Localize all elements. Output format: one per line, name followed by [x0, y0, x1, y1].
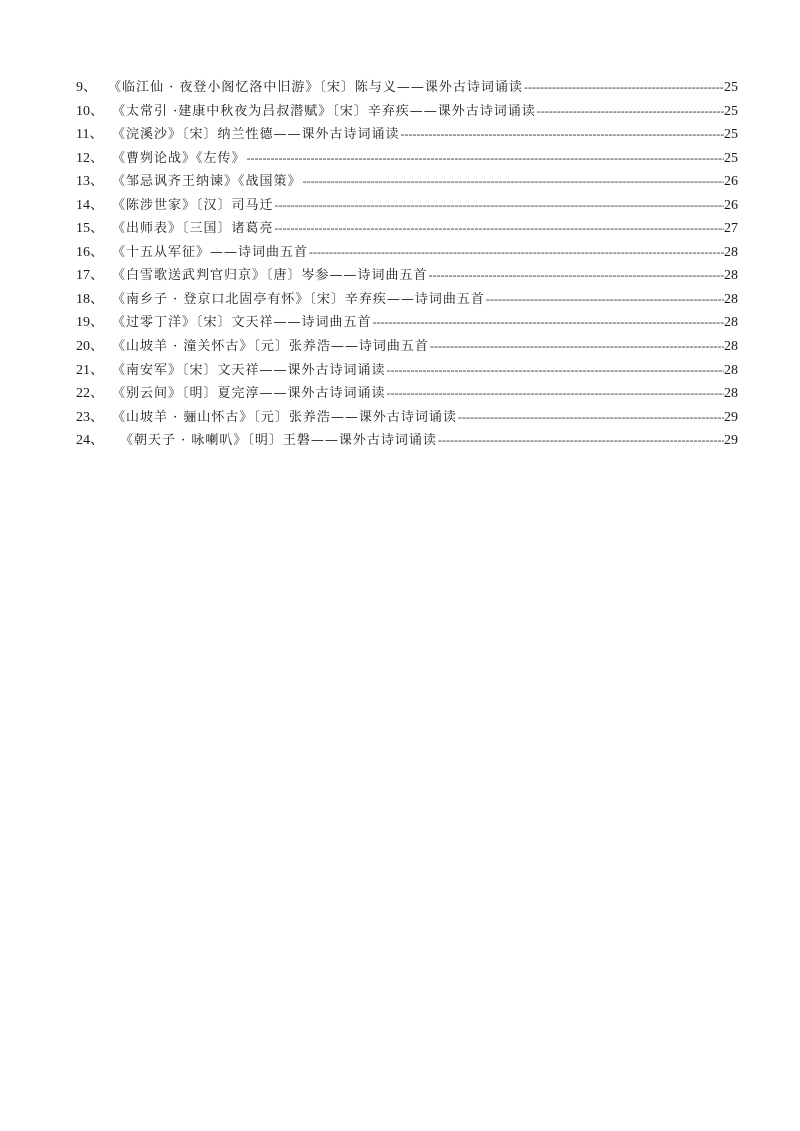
toc-entry-19[interactable] — [76, 311, 738, 335]
dot-leader — [247, 147, 724, 171]
toc-entry-title: 《白雪歌送武判官归京》〔唐〕岑参——诗词曲五首 — [112, 268, 428, 284]
toc-entry-page: 25 — [724, 80, 738, 95]
toc-entry-number: 18、 — [76, 291, 104, 307]
toc-entry-page: 28 — [724, 315, 738, 331]
toc-entry-number: 14、 — [76, 197, 104, 213]
toc-entry-title: 《出师表》〔三国〕诸葛亮 — [112, 221, 274, 237]
toc-entry-number: 22、 — [76, 386, 104, 402]
toc-entry-title: 《十五从军征》——诗词曲五首 — [112, 244, 309, 260]
toc-entry-9[interactable] — [76, 76, 738, 100]
dot-leader — [275, 217, 724, 241]
toc-entry-number: 15、 — [76, 221, 104, 237]
dot-leader — [429, 264, 724, 288]
toc-entry-18[interactable] — [76, 288, 738, 312]
toc-entry-24[interactable] — [76, 429, 738, 453]
toc-entry-number: 24、 — [76, 433, 104, 449]
toc-entry-22[interactable] — [76, 382, 738, 406]
toc-entry-page: 26 — [724, 174, 738, 190]
toc-entry-10[interactable] — [76, 100, 738, 124]
toc-entry-number: 9、 — [76, 80, 97, 95]
toc-entry-number: 20、 — [76, 339, 104, 355]
toc-entry-16[interactable] — [76, 241, 738, 265]
toc-entry-20[interactable] — [76, 335, 738, 359]
toc-entry-number: 12、 — [76, 150, 104, 166]
toc-entry-number: 16、 — [76, 244, 104, 260]
dot-leader — [401, 123, 724, 147]
dot-leader — [438, 429, 724, 453]
toc-entry-23[interactable] — [76, 406, 738, 430]
dot-leader — [486, 288, 724, 312]
dot-leader — [303, 170, 724, 194]
toc-entry-title: 《南乡子 · 登京口北固亭有怀》〔宋〕辛弃疾——诗词曲五首 — [112, 291, 485, 307]
toc-entry-page: 28 — [724, 291, 738, 307]
toc-entry-page: 28 — [724, 386, 738, 402]
dot-leader — [524, 76, 724, 100]
toc-entry-page: 28 — [724, 268, 738, 284]
toc-entry-number: 10、 — [76, 103, 104, 119]
toc-entry-15[interactable] — [76, 217, 738, 241]
toc-entry-page: 29 — [724, 409, 738, 425]
dot-leader — [430, 335, 724, 359]
toc-entry-title: 《山坡羊 · 骊山怀古》〔元〕张养浩——课外古诗词诵读 — [112, 409, 457, 425]
toc-entry-title: 《过零丁洋》〔宋〕文天祥——诗词曲五首 — [112, 315, 372, 331]
toc-entry-title: 《陈涉世家》〔汉〕司马迁 — [112, 197, 274, 213]
toc-entry-number: 13、 — [76, 174, 104, 190]
toc-entry-title: 《临江仙 · 夜登小阁忆洛中旧游》〔宋〕陈与义——课外古诗词诵读 — [108, 80, 523, 95]
toc-entry-page: 25 — [724, 127, 738, 143]
dot-leader — [275, 194, 724, 218]
toc-entry-title: 《邹忌讽齐王纳谏》《战国策》 — [112, 174, 302, 190]
toc-entry-number: 19、 — [76, 315, 104, 331]
dot-leader — [309, 241, 724, 265]
toc-entry-11[interactable] — [76, 123, 738, 147]
dot-leader — [387, 382, 724, 406]
toc-entry-17[interactable] — [76, 264, 738, 288]
toc-entry-title: 《山坡羊 · 潼关怀古》〔元〕张养浩——诗词曲五首 — [112, 339, 429, 355]
toc-entry-21[interactable] — [76, 359, 738, 383]
dot-leader — [537, 100, 724, 124]
toc-entry-title: 《南安军》〔宋〕文天祥——课外古诗词诵读 — [112, 362, 386, 378]
toc-entry-page: 28 — [724, 339, 738, 355]
toc-entry-page: 25 — [724, 103, 738, 119]
toc-entry-page: 28 — [724, 362, 738, 378]
toc-entry-page: 27 — [724, 221, 738, 237]
toc-entry-title: 《浣溪沙》〔宋〕纳兰性德——课外古诗词诵读 — [112, 127, 400, 143]
table-of-contents — [76, 76, 738, 453]
toc-entry-page: 26 — [724, 197, 738, 213]
toc-entry-title: 《太常引 ·建康中秋夜为吕叔潜赋》〔宋〕辛弃疾——课外古诗词诵读 — [112, 103, 536, 119]
toc-entry-14[interactable] — [76, 194, 738, 218]
toc-entry-12[interactable] — [76, 147, 738, 171]
toc-entry-number: 21、 — [76, 362, 104, 378]
toc-entry-13[interactable] — [76, 170, 738, 194]
toc-entry-page: 28 — [724, 244, 738, 260]
toc-entry-number: 11、 — [76, 127, 104, 143]
toc-entry-page: 25 — [724, 150, 738, 166]
toc-entry-title: 《朝天子 · 咏喇叭》〔明〕王磐——课外古诗词诵读 — [120, 433, 437, 449]
toc-entry-title: 《别云间》〔明〕夏完淳——课外古诗词诵读 — [112, 386, 386, 402]
dot-leader — [373, 311, 724, 335]
toc-entry-title: 《曹刿论战》《左传》 — [112, 150, 246, 166]
dot-leader — [387, 359, 724, 383]
toc-entry-page: 29 — [724, 433, 738, 449]
toc-entry-number: 23、 — [76, 409, 104, 425]
dot-leader — [458, 406, 724, 430]
toc-entry-number: 17、 — [76, 268, 104, 284]
